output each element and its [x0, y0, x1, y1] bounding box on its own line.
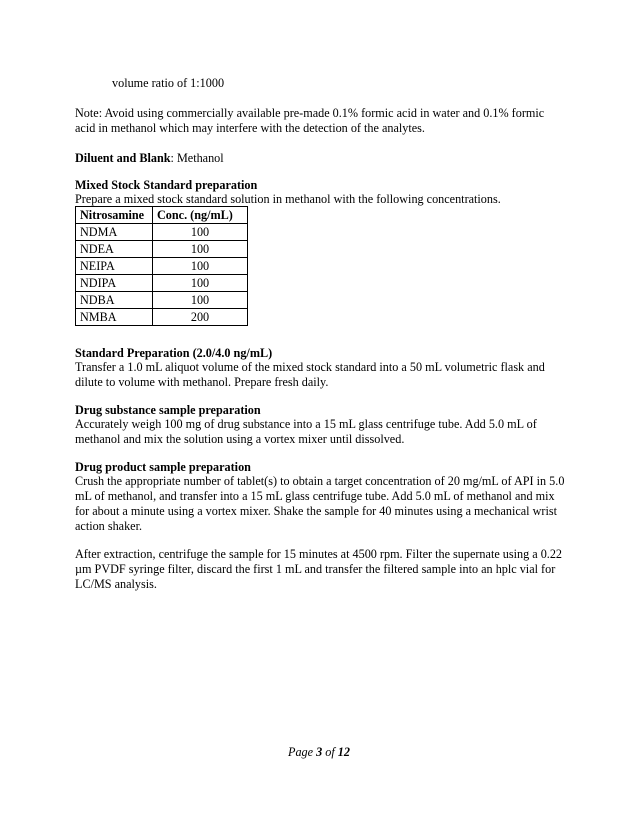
footer-of-word: of	[322, 745, 338, 759]
cell-conc: 100	[153, 224, 248, 241]
cell-nitrosamine: NDEA	[76, 241, 153, 258]
cell-nitrosamine: NDIPA	[76, 275, 153, 292]
standard-prep-heading: Standard Preparation (2.0/4.0 ng/mL)	[75, 346, 273, 360]
diluent-value: : Methanol	[170, 151, 224, 165]
concentration-table	[75, 206, 248, 326]
footer-page-word: Page	[288, 745, 317, 759]
table-header-row	[76, 207, 248, 224]
cell-conc: 100	[153, 292, 248, 309]
page-footer	[0, 745, 638, 760]
drug-substance-heading: Drug substance sample preparation	[75, 403, 261, 417]
header-conc: Conc. (ng/mL)	[153, 207, 248, 224]
drug-substance-text: Accurately weigh 100 mg of drug substance into a 15 mL glass centrifuge tube. Add 5.0 mL of methanol and mix the solution using a vortex mixer until dissolved.	[75, 417, 537, 446]
table-row	[76, 258, 248, 275]
cell-nitrosamine: NDMA	[76, 224, 153, 241]
continuation-text: volume ratio of 1:1000	[112, 76, 225, 90]
table-row	[76, 309, 248, 326]
cell-nitrosamine: NDBA	[76, 292, 153, 309]
mixed-stock-text: Prepare a mixed stock standard solution in methanol with the following concentrations.	[75, 192, 501, 206]
note-paragraph: Note: Avoid using commercially available pre-made 0.1% formic acid in water and 0.1% formic acid in methanol which may interfere with the detection of the analytes.	[75, 106, 545, 135]
footer-total-pages: 12	[337, 745, 350, 759]
cell-nitrosamine: NEIPA	[76, 258, 153, 275]
cell-nitrosamine: NMBA	[76, 309, 153, 326]
diluent-line	[75, 151, 565, 166]
extraction-text: After extraction, centrifuge the sample for 15 minutes at 4500 rpm. Filter the supernate using a 0.22 µm PVDF syringe filter, discard the first 1 mL and transfer the filtered sample into an hplc vial for LC/MS analysis.	[75, 547, 563, 591]
cell-conc: 100	[153, 275, 248, 292]
standard-prep-text: Transfer a 1.0 mL aliquot volume of the mixed stock standard into a 50 mL volumetric flask and dilute to volume with methanol. Prepare fresh daily.	[75, 360, 545, 389]
cell-conc: 100	[153, 241, 248, 258]
diluent-label: Diluent and Blank	[75, 151, 171, 165]
mixed-stock-heading: Mixed Stock Standard preparation	[75, 178, 258, 192]
table-row	[76, 224, 248, 241]
drug-product-text: Crush the appropriate number of tablet(s) to obtain a target concentration of 20 mg/mL of API in 5.0 mL of methanol, and transfer into a 15 mL glass centrifuge tube. Add 5.0 mL of methanol and mix for about a minute using a vortex mixer. Shake the sample for 40 minutes using a mechanical wrist action shaker.	[75, 474, 565, 533]
table-row	[76, 241, 248, 258]
footer-page-number: 3	[316, 745, 323, 759]
drug-product-heading: Drug product sample preparation	[75, 460, 251, 474]
cell-conc: 100	[153, 258, 248, 275]
table-row	[76, 275, 248, 292]
cell-conc: 200	[153, 309, 248, 326]
table-row	[76, 292, 248, 309]
header-nitrosamine: Nitrosamine	[76, 207, 153, 224]
